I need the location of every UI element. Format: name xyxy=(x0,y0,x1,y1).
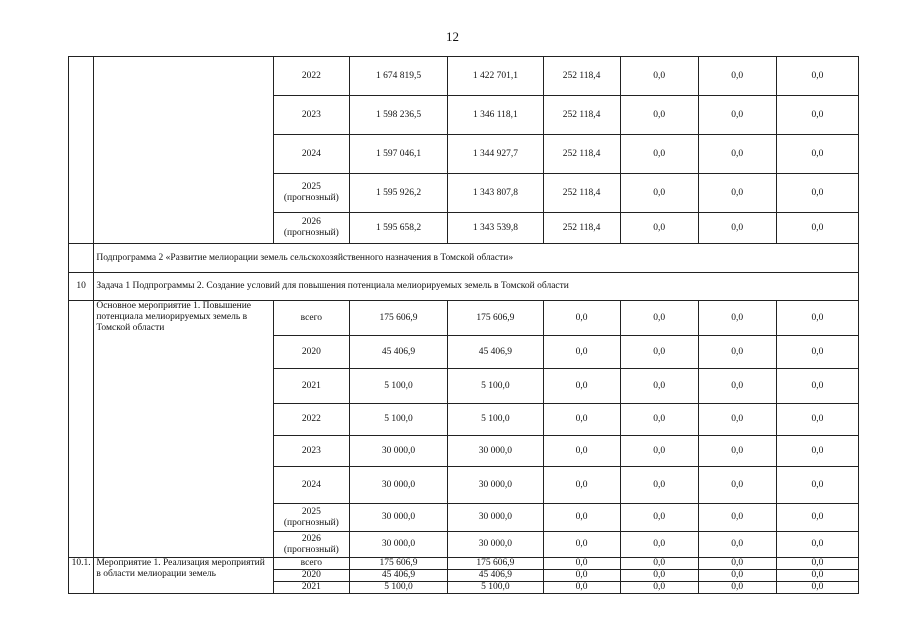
value-cell: 0,0 xyxy=(698,369,776,404)
year-cell: всего xyxy=(273,558,349,570)
year-cell: 2022 xyxy=(273,404,349,436)
page-number: 12 xyxy=(446,29,459,44)
regional-cell: 0,0 xyxy=(543,369,620,404)
year-cell: 2025 (прогнозный) xyxy=(273,504,349,532)
value-cell: 0,0 xyxy=(698,504,776,532)
activity-name-cell: Мероприятие 1. Реализация мероприятий в области мелиорации земель xyxy=(94,558,273,594)
federal-cell: 5 100,0 xyxy=(448,582,543,594)
value-cell: 0,0 xyxy=(620,436,698,467)
regional-cell: 0,0 xyxy=(543,558,620,570)
federal-cell: 1 346 118,1 xyxy=(448,96,543,135)
value-cell: 0,0 xyxy=(620,96,698,135)
value-cell: 0,0 xyxy=(620,570,698,582)
total-cell: 45 406,9 xyxy=(349,570,447,582)
regional-cell: 0,0 xyxy=(543,570,620,582)
total-cell: 1 595 926,2 xyxy=(349,174,447,213)
value-cell: 0,0 xyxy=(698,336,776,369)
row-number-cell: 10.1. xyxy=(69,558,94,594)
value-cell: 0,0 xyxy=(620,467,698,504)
regional-cell: 252 118,4 xyxy=(543,57,620,96)
table-row xyxy=(69,57,859,96)
value-cell: 0,0 xyxy=(698,135,776,174)
year-cell: 2023 xyxy=(273,96,349,135)
federal-cell: 30 000,0 xyxy=(448,467,543,504)
total-cell: 1 598 236,5 xyxy=(349,96,447,135)
value-cell: 0,0 xyxy=(776,404,858,436)
total-cell: 175 606,9 xyxy=(349,301,447,336)
federal-cell: 30 000,0 xyxy=(448,532,543,558)
value-cell: 0,0 xyxy=(620,504,698,532)
regional-cell: 0,0 xyxy=(543,532,620,558)
value-cell: 0,0 xyxy=(776,336,858,369)
federal-cell: 30 000,0 xyxy=(448,436,543,467)
year-cell: 2024 xyxy=(273,135,349,174)
federal-cell: 175 606,9 xyxy=(448,558,543,570)
year-cell: 2020 xyxy=(273,570,349,582)
table-row xyxy=(69,558,859,570)
regional-cell: 252 118,4 xyxy=(543,96,620,135)
value-cell: 0,0 xyxy=(620,558,698,570)
regional-cell: 252 118,4 xyxy=(543,213,620,244)
federal-cell: 1 343 807,8 xyxy=(448,174,543,213)
table-body xyxy=(69,57,859,594)
regional-cell: 0,0 xyxy=(543,436,620,467)
row-number-cell xyxy=(69,57,94,244)
value-cell: 0,0 xyxy=(698,467,776,504)
regional-cell: 252 118,4 xyxy=(543,174,620,213)
regional-cell: 0,0 xyxy=(543,504,620,532)
budget-table xyxy=(68,56,859,594)
year-cell: 2026 (прогнозный) xyxy=(273,213,349,244)
year-cell: 2025 (прогнозный) xyxy=(273,174,349,213)
value-cell: 0,0 xyxy=(776,532,858,558)
total-cell: 30 000,0 xyxy=(349,467,447,504)
value-cell: 0,0 xyxy=(776,558,858,570)
federal-cell: 30 000,0 xyxy=(448,504,543,532)
value-cell: 0,0 xyxy=(620,213,698,244)
value-cell: 0,0 xyxy=(620,532,698,558)
activity-name-cell: Основное мероприятие 1. Повышение потенциала мелиорируемых земель в Томской области xyxy=(94,301,273,558)
total-cell: 5 100,0 xyxy=(349,369,447,404)
federal-cell: 5 100,0 xyxy=(448,369,543,404)
regional-cell: 0,0 xyxy=(543,336,620,369)
table-row xyxy=(69,301,859,336)
row-number-cell xyxy=(69,244,94,273)
value-cell: 0,0 xyxy=(776,57,858,96)
total-cell: 30 000,0 xyxy=(349,504,447,532)
value-cell: 0,0 xyxy=(620,336,698,369)
value-cell: 0,0 xyxy=(776,174,858,213)
value-cell: 0,0 xyxy=(698,301,776,336)
year-cell: 2021 xyxy=(273,582,349,594)
total-cell: 30 000,0 xyxy=(349,436,447,467)
federal-cell: 45 406,9 xyxy=(448,336,543,369)
value-cell: 0,0 xyxy=(698,436,776,467)
value-cell: 0,0 xyxy=(698,213,776,244)
value-cell: 0,0 xyxy=(776,96,858,135)
value-cell: 0,0 xyxy=(698,404,776,436)
total-cell: 45 406,9 xyxy=(349,336,447,369)
value-cell: 0,0 xyxy=(620,301,698,336)
regional-cell: 0,0 xyxy=(543,582,620,594)
regional-cell: 0,0 xyxy=(543,467,620,504)
year-cell: 2022 xyxy=(273,57,349,96)
year-cell: всего xyxy=(273,301,349,336)
total-cell: 175 606,9 xyxy=(349,558,447,570)
regional-cell: 0,0 xyxy=(543,404,620,436)
value-cell: 0,0 xyxy=(776,504,858,532)
row-number-cell xyxy=(69,301,94,558)
regional-cell: 252 118,4 xyxy=(543,135,620,174)
value-cell: 0,0 xyxy=(776,301,858,336)
value-cell: 0,0 xyxy=(776,582,858,594)
row-number-cell: 10 xyxy=(69,273,94,301)
total-cell: 1 674 819,5 xyxy=(349,57,447,96)
value-cell: 0,0 xyxy=(776,213,858,244)
value-cell: 0,0 xyxy=(698,96,776,135)
task-row-text: Задача 1 Подпрограммы 2. Создание условий для повышения потенциала мелиорируемых земель в Томской области xyxy=(94,273,859,301)
federal-cell: 1 422 701,1 xyxy=(448,57,543,96)
year-cell: 2020 xyxy=(273,336,349,369)
regional-cell: 0,0 xyxy=(543,301,620,336)
total-cell: 5 100,0 xyxy=(349,404,447,436)
value-cell: 0,0 xyxy=(776,135,858,174)
value-cell: 0,0 xyxy=(698,57,776,96)
total-cell: 30 000,0 xyxy=(349,532,447,558)
value-cell: 0,0 xyxy=(620,369,698,404)
subprogram-row-text: Подпрограмма 2 «Развитие мелиорации земель сельскохозяйственного назначения в Томской области» xyxy=(94,244,859,273)
subprogram-row xyxy=(69,244,859,273)
value-cell: 0,0 xyxy=(776,467,858,504)
year-cell: 2026 (прогнозный) xyxy=(273,532,349,558)
year-cell: 2024 xyxy=(273,467,349,504)
total-cell: 5 100,0 xyxy=(349,582,447,594)
federal-cell: 1 344 927,7 xyxy=(448,135,543,174)
activity-name-cell xyxy=(94,57,273,244)
value-cell: 0,0 xyxy=(620,57,698,96)
value-cell: 0,0 xyxy=(620,174,698,213)
year-cell: 2021 xyxy=(273,369,349,404)
federal-cell: 5 100,0 xyxy=(448,404,543,436)
value-cell: 0,0 xyxy=(620,135,698,174)
value-cell: 0,0 xyxy=(620,404,698,436)
value-cell: 0,0 xyxy=(698,174,776,213)
value-cell: 0,0 xyxy=(698,582,776,594)
value-cell: 0,0 xyxy=(776,436,858,467)
value-cell: 0,0 xyxy=(698,532,776,558)
value-cell: 0,0 xyxy=(698,570,776,582)
value-cell: 0,0 xyxy=(776,369,858,404)
federal-cell: 45 406,9 xyxy=(448,570,543,582)
federal-cell: 1 343 539,8 xyxy=(448,213,543,244)
federal-cell: 175 606,9 xyxy=(448,301,543,336)
total-cell: 1 597 046,1 xyxy=(349,135,447,174)
total-cell: 1 595 658,2 xyxy=(349,213,447,244)
value-cell: 0,0 xyxy=(698,558,776,570)
task-row xyxy=(69,273,859,301)
year-cell: 2023 xyxy=(273,436,349,467)
value-cell: 0,0 xyxy=(620,582,698,594)
value-cell: 0,0 xyxy=(776,570,858,582)
